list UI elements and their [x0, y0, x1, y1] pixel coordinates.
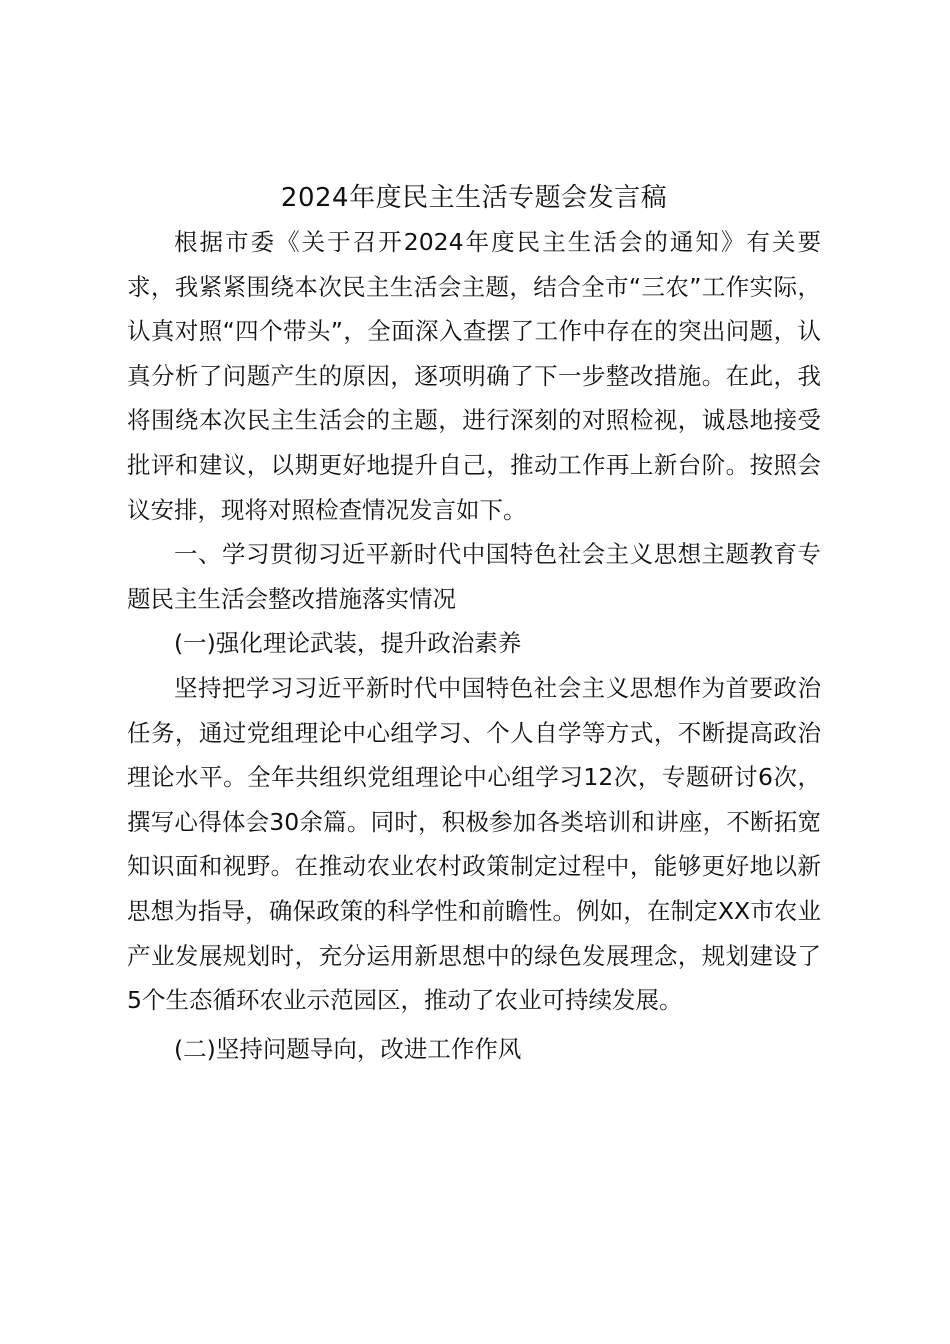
subsection-1-heading: (一)强化理论武装，提升政治素养: [174, 629, 522, 658]
document-title: 2024年度民主生活专题会发言稿: [280, 183, 668, 213]
document-body: [127, 176, 821, 1071]
subsection-2-heading: (二)坚持问题导向，改进工作作风: [174, 1034, 522, 1063]
subsection-1-body: 坚持把学习习近平新时代中国特色社会主义思想作为首要政治任务，通过党组理论中心组学习、个人自学等方式，不断提高政治理论水平。全年共组织党组理论中心组学习12次，专题研讨6次，撰写心得体会30余篇。同时，积极参加各类培训和讲座，不断拓宽知识面和视野。在推动农业农村政策制定过程中，能够更好地以新思想为指导，确保政策的科学性和前瞻性。例如，在制定XX市农业产业发展规划时，充分运用新思想中的绿色发展理念，规划建设了5个生态循环农业示范园区，推动了农业可持续发展。: [127, 673, 821, 1015]
section-1-heading: 一、学习贯彻习近平新时代中国特色社会主义思想主题教育专题民主生活会整改措施落实情况: [127, 540, 821, 613]
intro-paragraph: 根据市委《关于召开2024年度民主生活会的通知》有关要求，我紧紧围绕本次民主生活会主题，结合全市“三农”工作实际，认真对照“四个带头”，全面深入查摆了工作中存在的突出问题，认真分析了问题产生的原因，逐项明确了下一步整改措施。在此，我将围绕本次民主生活会的主题，进行深刻的对照检视，诚恳地接受批评和建议，以期更好地提升自己，推动工作再上新台阶。按照会议安排，现将对照检查情况发言如下。: [127, 228, 821, 524]
